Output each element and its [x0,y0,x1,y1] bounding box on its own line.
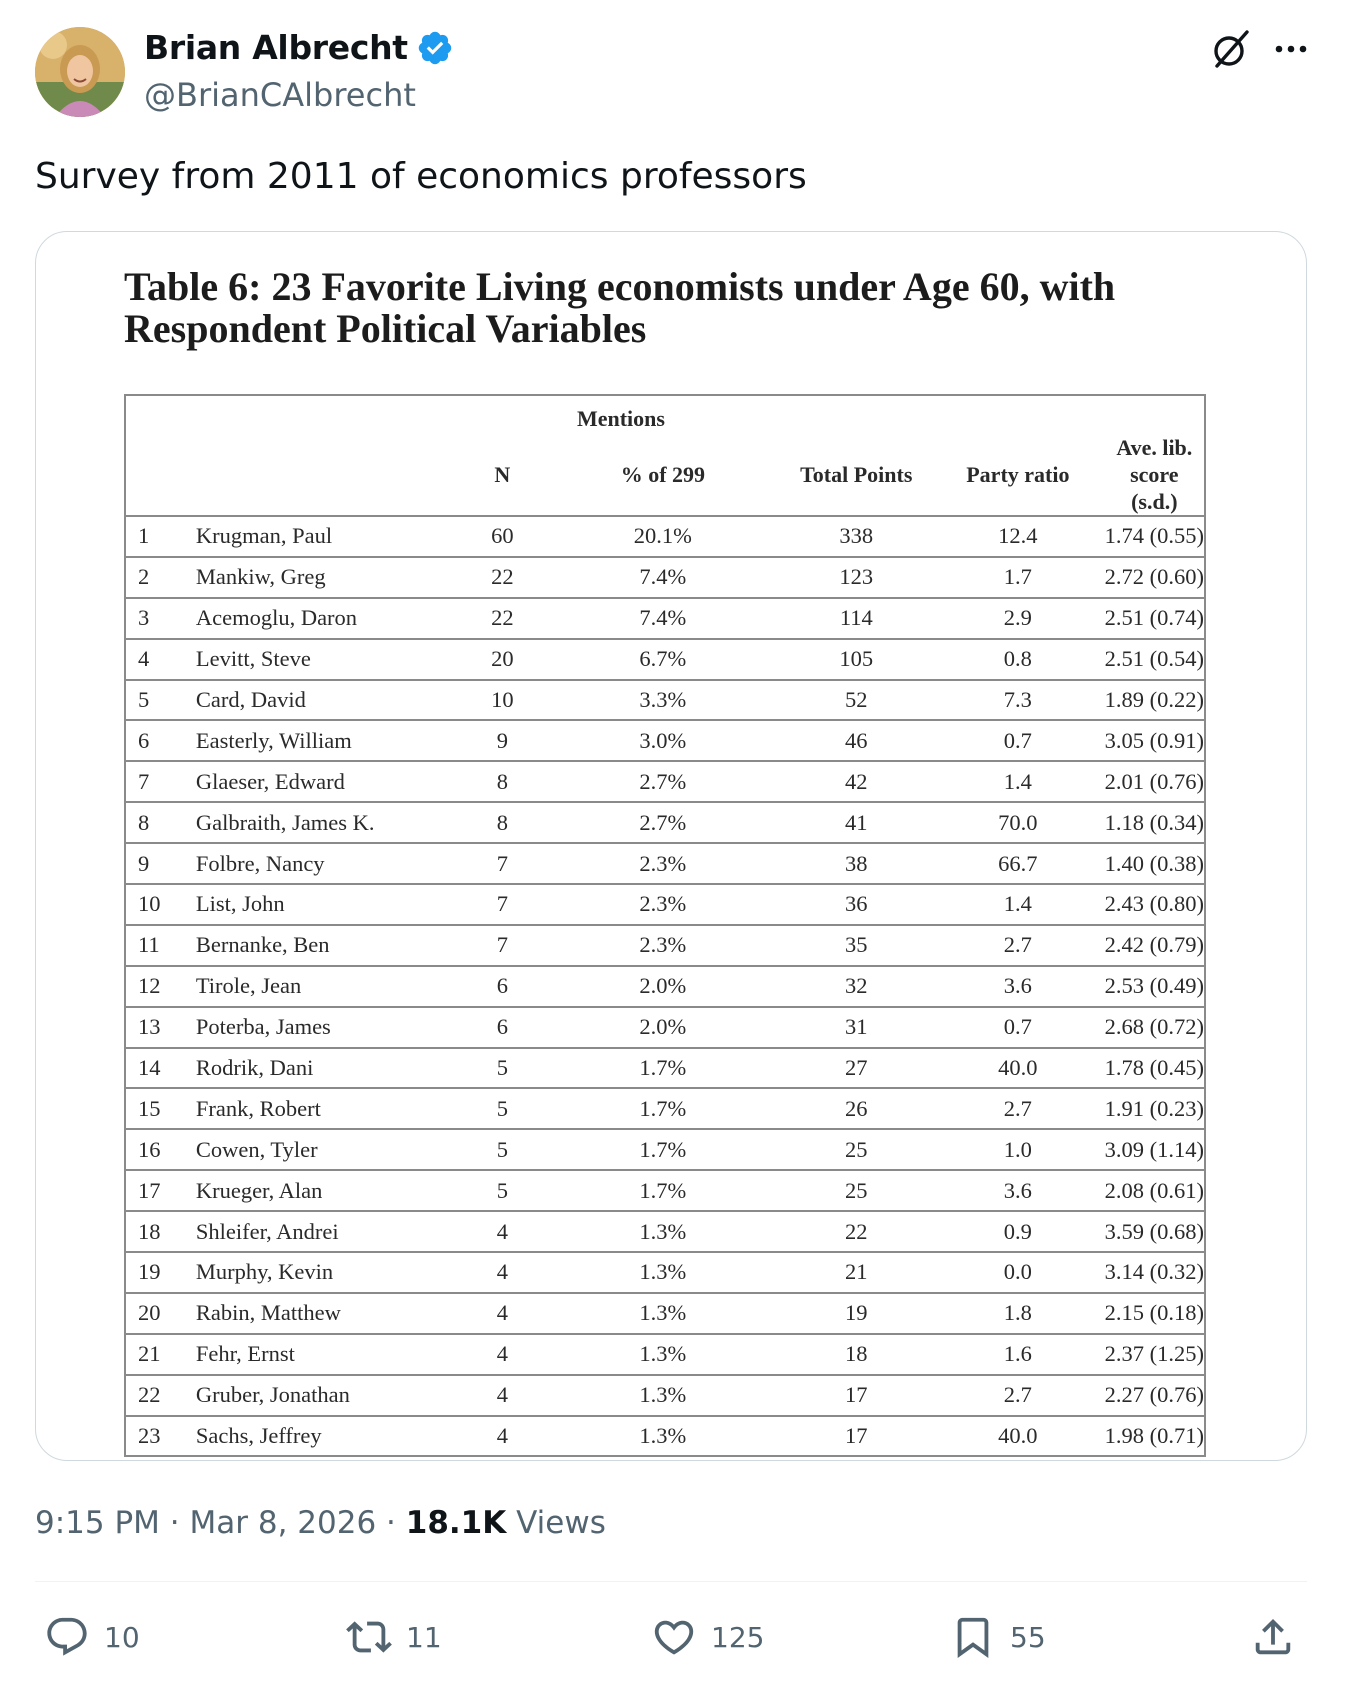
rank-cell: 23 [125,1416,196,1457]
lib-score-cell: 2.08 (0.61) [1105,1170,1205,1211]
reply-icon [44,1614,90,1660]
total-points-cell: 35 [781,925,931,966]
rank-cell: 3 [125,598,196,639]
table-row [125,720,1205,761]
total-points-cell: 32 [781,966,931,1007]
party-ratio-cell: 2.7 [931,1088,1105,1129]
lib-score-cell: 2.43 (0.80) [1105,884,1205,925]
mentions-pct-cell: 7.4% [544,598,781,639]
mentions-n-cell: 60 [460,516,544,557]
party-ratio-cell: 2.9 [931,598,1105,639]
lib-score-cell: 3.09 (1.14) [1105,1129,1205,1170]
table-row [125,680,1205,721]
mentions-pct-cell: 7.4% [544,557,781,598]
total-points-cell: 25 [781,1129,931,1170]
col-header-lib-line1: Ave. lib. [1116,435,1193,460]
economist-name: Fehr, Ernst [196,1334,461,1375]
lib-score-cell: 2.51 (0.74) [1105,598,1205,639]
table-row [125,1416,1205,1457]
party-ratio-cell: 1.7 [931,557,1105,598]
col-header-lib-line2: score (s.d.) [1130,462,1179,514]
party-ratio-cell: 1.8 [931,1293,1105,1334]
tweet-text: Survey from 2011 of economics professors [35,156,807,197]
mentions-pct-cell: 1.3% [544,1375,781,1416]
total-points-cell: 21 [781,1252,931,1293]
col-header-pct: % of 299 [620,462,706,487]
rank-cell: 22 [125,1375,196,1416]
like-count: 125 [711,1620,765,1654]
mentions-n-cell: 4 [460,1211,544,1252]
mentions-pct-cell: 3.0% [544,720,781,761]
mentions-n-cell: 4 [460,1252,544,1293]
table-row [125,1007,1205,1048]
rank-cell: 18 [125,1211,196,1252]
rank-cell: 12 [125,966,196,1007]
table-title: Table 6: 23 Favorite Living economists under Age 60, with Respondent Political Variables [124,264,1116,351]
tweet-date[interactable]: Mar 8, 2026 [189,1505,377,1541]
mentions-n-cell: 5 [460,1129,544,1170]
economist-name: Acemoglu, Daron [196,598,461,639]
like-button[interactable] [651,1612,764,1662]
lib-score-cell: 2.42 (0.79) [1105,925,1205,966]
total-points-cell: 17 [781,1375,931,1416]
lib-score-cell: 2.37 (1.25) [1105,1334,1205,1375]
party-ratio-cell: 66.7 [931,843,1105,884]
rank-cell: 6 [125,720,196,761]
economists-table [124,394,1206,1457]
mentions-pct-cell: 2.0% [544,966,781,1007]
mentions-pct-cell: 1.3% [544,1252,781,1293]
party-ratio-cell: 70.0 [931,802,1105,843]
rank-cell: 5 [125,680,196,721]
bookmark-button[interactable] [950,1612,1046,1662]
economist-name: Tirole, Jean [196,966,461,1007]
col-header-lib [1105,434,1205,516]
party-ratio-cell: 1.0 [931,1129,1105,1170]
party-ratio-cell: 40.0 [931,1048,1105,1089]
economist-name: Bernanke, Ben [196,925,461,966]
more-options-icon[interactable] [1268,26,1314,72]
col-header-total: Total Points [800,462,913,487]
economist-name: Murphy, Kevin [196,1252,461,1293]
user-avatar-image [35,27,125,117]
grok-icon[interactable] [1208,26,1254,72]
rank-cell: 1 [125,516,196,557]
total-points-cell: 26 [781,1088,931,1129]
economist-name: Cowen, Tyler [196,1129,461,1170]
rank-cell: 14 [125,1048,196,1089]
table-row [125,1211,1205,1252]
reply-count: 10 [104,1620,140,1654]
lib-score-cell: 2.15 (0.18) [1105,1293,1205,1334]
party-ratio-cell: 0.8 [931,639,1105,680]
mentions-n-cell: 5 [460,1048,544,1089]
mentions-pct-cell: 3.3% [544,680,781,721]
meta-separator: · [386,1505,396,1541]
party-ratio-cell: 0.9 [931,1211,1105,1252]
mentions-n-cell: 6 [460,1007,544,1048]
mentions-pct-cell: 1.7% [544,1088,781,1129]
total-points-cell: 36 [781,884,931,925]
lib-score-cell: 3.05 (0.91) [1105,720,1205,761]
share-icon [1250,1614,1296,1660]
party-ratio-cell: 3.6 [931,966,1105,1007]
author-handle[interactable]: @BrianCAlbrecht [144,76,416,114]
party-ratio-cell: 0.7 [931,720,1105,761]
views-label: Views [516,1505,606,1541]
party-ratio-cell: 1.4 [931,884,1105,925]
mentions-n-cell: 22 [460,557,544,598]
table-row [125,1088,1205,1129]
lib-score-cell: 1.40 (0.38) [1105,843,1205,884]
mentions-n-cell: 5 [460,1170,544,1211]
total-points-cell: 22 [781,1211,931,1252]
mentions-n-cell: 22 [460,598,544,639]
mentions-pct-cell: 1.3% [544,1293,781,1334]
table-row [125,966,1205,1007]
party-ratio-cell: 3.6 [931,1170,1105,1211]
total-points-cell: 52 [781,680,931,721]
lib-score-cell: 1.89 (0.22) [1105,680,1205,721]
rank-cell: 13 [125,1007,196,1048]
mentions-pct-cell: 1.7% [544,1170,781,1211]
mentions-n-cell: 7 [460,843,544,884]
table-row [125,1252,1205,1293]
mentions-pct-cell: 20.1% [544,516,781,557]
reply-button[interactable] [44,1612,140,1662]
economist-name: Rabin, Matthew [196,1293,461,1334]
lib-score-cell: 2.72 (0.60) [1105,557,1205,598]
table-row [125,598,1205,639]
economist-name: Folbre, Nancy [196,843,461,884]
lib-score-cell: 2.53 (0.49) [1105,966,1205,1007]
lib-score-cell: 3.59 (0.68) [1105,1211,1205,1252]
total-points-cell: 114 [781,598,931,639]
party-ratio-cell: 0.0 [931,1252,1105,1293]
total-points-cell: 46 [781,720,931,761]
mentions-n-cell: 20 [460,639,544,680]
mentions-n-cell: 6 [460,966,544,1007]
views-count: 18.1K [405,1505,507,1541]
economist-name: Card, David [196,680,461,721]
rank-cell: 11 [125,925,196,966]
tweet-meta [35,1505,606,1541]
economist-name: Shleifer, Andrei [196,1211,461,1252]
lib-score-cell: 3.14 (0.32) [1105,1252,1205,1293]
table-row [125,1375,1205,1416]
mentions-pct-cell: 2.0% [544,1007,781,1048]
mentions-n-cell: 4 [460,1293,544,1334]
total-points-cell: 27 [781,1048,931,1089]
rank-cell: 20 [125,1293,196,1334]
lib-score-cell: 2.27 (0.76) [1105,1375,1205,1416]
economist-name: Sachs, Jeffrey [196,1416,461,1457]
avatar[interactable] [35,27,125,117]
table-row [125,843,1205,884]
mentions-pct-cell: 2.3% [544,843,781,884]
rank-cell: 7 [125,761,196,802]
party-ratio-cell: 1.4 [931,761,1105,802]
economist-name: Frank, Robert [196,1088,461,1129]
party-ratio-cell: 2.7 [931,925,1105,966]
table-row [125,639,1205,680]
mentions-n-cell: 4 [460,1334,544,1375]
table-row [125,1293,1205,1334]
party-ratio-cell: 12.4 [931,516,1105,557]
table-row [125,516,1205,557]
total-points-cell: 105 [781,639,931,680]
economist-name: Poterba, James [196,1007,461,1048]
mentions-n-cell: 4 [460,1375,544,1416]
table-row [125,761,1205,802]
mentions-pct-cell: 2.3% [544,925,781,966]
bookmark-count: 55 [1010,1620,1046,1654]
table-row [125,925,1205,966]
verified-badge-icon[interactable] [416,29,454,67]
rank-cell: 16 [125,1129,196,1170]
rank-cell: 15 [125,1088,196,1129]
party-ratio-cell: 7.3 [931,680,1105,721]
lib-score-cell: 1.98 (0.71) [1105,1416,1205,1457]
mentions-n-cell: 8 [460,761,544,802]
table-row [125,1048,1205,1089]
rank-cell: 21 [125,1334,196,1375]
rank-cell: 9 [125,843,196,884]
total-points-cell: 18 [781,1334,931,1375]
share-button[interactable] [1250,1612,1296,1662]
author-name-row[interactable] [144,28,454,67]
lib-score-cell: 1.91 (0.23) [1105,1088,1205,1129]
total-points-cell: 17 [781,1416,931,1457]
mentions-n-cell: 8 [460,802,544,843]
mentions-n-cell: 7 [460,925,544,966]
meta-separator: · [169,1505,180,1541]
table-row [125,1334,1205,1375]
economist-name: Galbraith, James K. [196,802,461,843]
economist-name: Gruber, Jonathan [196,1375,461,1416]
party-ratio-cell: 40.0 [931,1416,1105,1457]
mentions-pct-cell: 1.3% [544,1211,781,1252]
retweet-button[interactable] [346,1612,442,1662]
rank-cell: 17 [125,1170,196,1211]
total-points-cell: 123 [781,557,931,598]
economist-name: Levitt, Steve [196,639,461,680]
table-row [125,1170,1205,1211]
total-points-cell: 42 [781,761,931,802]
mentions-n-cell: 4 [460,1416,544,1457]
col-header-n: N [494,462,511,487]
economist-name: Krugman, Paul [196,516,461,557]
retweet-icon [346,1614,392,1660]
party-ratio-cell: 2.7 [931,1375,1105,1416]
bookmark-icon [950,1614,996,1660]
mentions-n-cell: 10 [460,680,544,721]
rank-cell: 10 [125,884,196,925]
mentions-pct-cell: 1.7% [544,1129,781,1170]
party-ratio-cell: 0.7 [931,1007,1105,1048]
mentions-pct-cell: 1.7% [544,1048,781,1089]
party-ratio-cell: 1.6 [931,1334,1105,1375]
total-points-cell: 338 [781,516,931,557]
mentions-pct-cell: 2.7% [544,761,781,802]
table-row [125,557,1205,598]
rank-cell: 2 [125,557,196,598]
tweet-media-image[interactable] [35,231,1307,1461]
table-row [125,1129,1205,1170]
economist-name: Krueger, Alan [196,1170,461,1211]
economist-name: Easterly, William [196,720,461,761]
economist-name: Glaeser, Edward [196,761,461,802]
total-points-cell: 19 [781,1293,931,1334]
lib-score-cell: 1.78 (0.45) [1105,1048,1205,1089]
lib-score-cell: 2.51 (0.54) [1105,639,1205,680]
total-points-cell: 31 [781,1007,931,1048]
mentions-pct-cell: 2.3% [544,884,781,925]
mentions-n-cell: 9 [460,720,544,761]
rank-cell: 8 [125,802,196,843]
mentions-n-cell: 5 [460,1088,544,1129]
lib-score-cell: 1.18 (0.34) [1105,802,1205,843]
economist-name: Mankiw, Greg [196,557,461,598]
table-row [125,802,1205,843]
divider [35,1581,1307,1582]
lib-score-cell: 2.68 (0.72) [1105,1007,1205,1048]
tweet-time[interactable]: 9:15 PM [35,1505,160,1541]
heart-icon [651,1614,697,1660]
lib-score-cell: 2.01 (0.76) [1105,761,1205,802]
economist-name: Rodrik, Dani [196,1048,461,1089]
mentions-group-header: Mentions [576,406,665,431]
lib-score-cell: 1.74 (0.55) [1105,516,1205,557]
mentions-pct-cell: 2.7% [544,802,781,843]
mentions-n-cell: 7 [460,884,544,925]
mentions-pct-cell: 1.3% [544,1334,781,1375]
table-row [125,884,1205,925]
total-points-cell: 38 [781,843,931,884]
total-points-cell: 25 [781,1170,931,1211]
retweet-count: 11 [406,1620,442,1654]
economist-name: List, John [196,884,461,925]
mentions-pct-cell: 6.7% [544,639,781,680]
author-display-name[interactable]: Brian Albrecht [144,28,408,67]
rank-cell: 4 [125,639,196,680]
total-points-cell: 41 [781,802,931,843]
rank-cell: 19 [125,1252,196,1293]
mentions-pct-cell: 1.3% [544,1416,781,1457]
col-header-party: Party ratio [966,462,1070,487]
